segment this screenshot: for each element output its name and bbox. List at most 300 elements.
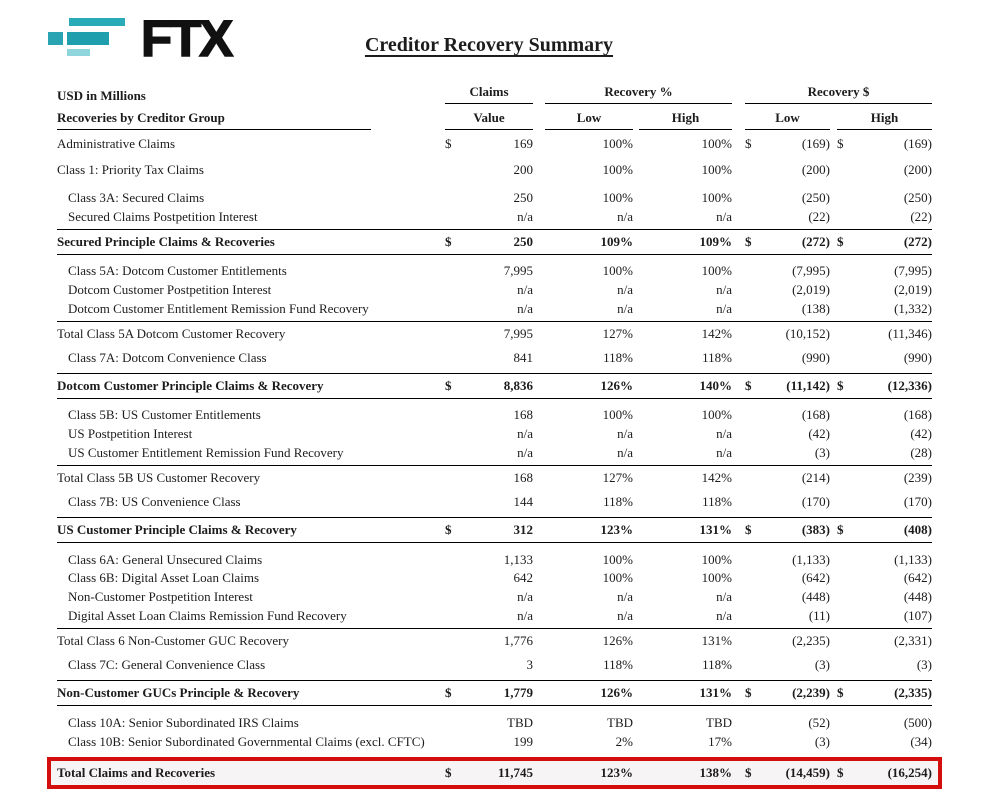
dollar-sign: $ <box>837 135 844 151</box>
claims-value: 841 <box>513 349 533 365</box>
cell-recovery-usd-high <box>837 407 932 423</box>
dollar-sign: $ <box>837 522 844 538</box>
cell-recovery-usd-low <box>745 765 830 781</box>
table-row <box>57 406 932 425</box>
usd-high-value: (2,331) <box>894 633 932 649</box>
usd-high-value: (11,346) <box>888 325 932 341</box>
row-label: Secured Principle Claims & Recoveries <box>57 233 275 249</box>
cell-recovery-pct-low: TBD <box>607 714 633 730</box>
claims-value: 1,779 <box>503 685 533 701</box>
cell-recovery-pct-low: 127% <box>602 470 633 486</box>
cell-recovery-usd-high <box>837 765 932 781</box>
cell-claims-value <box>445 552 533 568</box>
cell-claims-value <box>445 263 533 279</box>
cell-recovery-usd-low <box>745 190 830 206</box>
claims-value: 7,995 <box>503 325 533 341</box>
col-header-usd-high: High <box>837 110 932 130</box>
row-label: Dotcom Customer Entitlement Remission Fund Recovery <box>68 300 369 316</box>
cell-recovery-pct-high: 100% <box>701 190 732 206</box>
usd-high-value: (22) <box>910 209 932 225</box>
cell-recovery-pct-high: 138% <box>699 764 732 780</box>
cell-recovery-pct-low: n/a <box>617 589 633 605</box>
dollar-sign: $ <box>445 135 452 151</box>
cell-recovery-usd-low <box>745 552 830 568</box>
claims-value: 312 <box>513 522 533 538</box>
usd-low-value: (11) <box>808 607 830 623</box>
cell-recovery-usd-high <box>837 378 932 394</box>
dollar-sign: $ <box>745 377 752 393</box>
cell-recovery-pct-high: 118% <box>702 657 732 673</box>
dollar-sign: $ <box>445 522 452 538</box>
cell-recovery-pct-low: 126% <box>600 685 633 701</box>
usd-high-value: (250) <box>903 190 932 206</box>
claims-value: n/a <box>517 589 533 605</box>
cell-recovery-pct-low: 118% <box>603 657 633 673</box>
usd-low-value: (169) <box>801 135 830 151</box>
row-label: Class 5B: US Customer Entitlements <box>68 407 261 423</box>
cell-recovery-usd-low <box>745 407 830 423</box>
dollar-sign: $ <box>837 377 844 393</box>
usd-low-value: (52) <box>808 714 830 730</box>
table-row <box>57 588 932 607</box>
unit-label: USD in Millions <box>57 88 146 103</box>
row-label: Class 1: Priority Tax Claims <box>57 161 204 177</box>
cell-recovery-usd-high <box>837 570 932 586</box>
table-row <box>57 157 932 182</box>
claims-value: n/a <box>517 209 533 225</box>
table-row <box>57 443 932 462</box>
usd-high-value: (34) <box>910 733 932 749</box>
cell-recovery-usd-low <box>745 685 830 701</box>
cell-recovery-usd-low <box>745 209 830 225</box>
cell-recovery-pct-low: n/a <box>617 209 633 225</box>
ftx-logo-icon <box>48 13 126 57</box>
cell-recovery-usd-low <box>745 162 830 178</box>
cell-recovery-usd-high <box>837 552 932 568</box>
dollar-sign: $ <box>837 233 844 249</box>
claims-value: 200 <box>513 161 533 177</box>
cell-recovery-usd-high <box>837 209 932 225</box>
row-label: Non-Customer GUCs Principle & Recovery <box>57 685 300 701</box>
cell-recovery-pct-high: 131% <box>699 522 732 538</box>
logo-block-bottom <box>67 49 90 56</box>
usd-low-value: (990) <box>801 349 830 365</box>
cell-recovery-usd-low <box>745 234 830 250</box>
table-row <box>57 425 932 444</box>
dollar-sign: $ <box>445 377 452 393</box>
row-label: Non-Customer Postpetition Interest <box>68 589 253 605</box>
cell-recovery-usd-low <box>745 657 830 673</box>
usd-high-value: (170) <box>903 494 932 510</box>
cell-claims-value <box>445 765 533 781</box>
usd-low-value: (10,152) <box>785 325 830 341</box>
cell-recovery-pct-low: 100% <box>602 190 633 206</box>
table-row <box>57 189 932 208</box>
cell-recovery-usd-high <box>837 589 932 605</box>
cell-claims-value <box>445 378 533 394</box>
cell-claims-value <box>445 350 533 366</box>
usd-high-value: (7,995) <box>894 262 932 278</box>
cell-claims-value <box>445 162 533 178</box>
cell-recovery-pct-low: 123% <box>600 764 633 780</box>
row-label: US Customer Principle Claims & Recovery <box>57 522 297 538</box>
cell-recovery-pct-high: 118% <box>702 494 732 510</box>
cell-recovery-pct-high: n/a <box>716 300 732 316</box>
cell-recovery-usd-high <box>837 657 932 673</box>
table-row <box>57 652 932 678</box>
row-label: Total Class 5A Dotcom Customer Recovery <box>57 325 286 341</box>
claims-value: 144 <box>513 494 533 510</box>
cell-recovery-pct-low: 100% <box>602 161 633 177</box>
usd-high-value: (169) <box>903 135 932 151</box>
cell-recovery-pct-high: 100% <box>701 570 732 586</box>
table-row <box>57 550 932 569</box>
claims-value: 3 <box>526 657 533 673</box>
cell-claims-value <box>445 685 533 701</box>
cell-recovery-pct-low: n/a <box>617 300 633 316</box>
dollar-sign: $ <box>445 764 452 780</box>
cell-recovery-usd-high <box>837 350 932 366</box>
cell-claims-value <box>445 522 533 538</box>
cell-recovery-pct-low: 100% <box>602 262 633 278</box>
usd-high-value: (12,336) <box>887 377 932 393</box>
cell-recovery-usd-high <box>837 522 932 538</box>
cell-recovery-usd-high <box>837 445 932 461</box>
cell-recovery-pct-high: 100% <box>701 551 732 567</box>
cell-recovery-pct-high: TBD <box>706 714 732 730</box>
cell-recovery-usd-high <box>837 136 932 152</box>
cell-recovery-pct-low: 100% <box>602 407 633 423</box>
usd-high-value: (272) <box>903 233 932 249</box>
claims-value: 168 <box>513 407 533 423</box>
row-label: Administrative Claims <box>57 135 176 151</box>
table-row <box>57 280 932 299</box>
cell-recovery-pct-high: 142% <box>701 470 732 486</box>
dollar-sign: $ <box>445 685 452 701</box>
logo-block-middle <box>67 32 109 45</box>
usd-high-value: (3) <box>916 657 932 673</box>
cell-claims-value <box>445 715 533 731</box>
usd-high-value: (168) <box>903 407 932 423</box>
cell-claims-value <box>445 234 533 250</box>
page-title: Creditor Recovery Summary <box>364 34 614 56</box>
cell-claims-value <box>445 657 533 673</box>
usd-high-value: (1,332) <box>894 300 932 316</box>
table-row <box>57 607 932 626</box>
cell-claims-value <box>445 190 533 206</box>
row-label: Total Class 5B US Customer Recovery <box>57 470 261 486</box>
usd-high-value: (42) <box>910 426 932 442</box>
usd-low-value: (2,239) <box>792 685 830 701</box>
claims-value: n/a <box>517 300 533 316</box>
ftx-wordmark: FTX <box>141 10 232 67</box>
cell-recovery-pct-high: 131% <box>699 685 732 701</box>
usd-high-value: (2,335) <box>894 685 932 701</box>
cell-recovery-usd-high <box>837 234 932 250</box>
claims-value: n/a <box>517 426 533 442</box>
cell-recovery-usd-low <box>745 522 830 538</box>
cell-recovery-pct-high: 109% <box>699 233 732 249</box>
usd-low-value: (642) <box>801 570 830 586</box>
usd-low-value: (7,995) <box>792 262 830 278</box>
table-row <box>57 373 932 399</box>
dollar-sign: $ <box>745 522 752 538</box>
dollar-sign: $ <box>745 685 752 701</box>
usd-low-value: (272) <box>801 233 830 249</box>
table-row <box>57 517 932 543</box>
cell-recovery-pct-high: n/a <box>716 209 732 225</box>
cell-recovery-pct-low: 127% <box>602 325 633 341</box>
recovery-table <box>57 84 932 789</box>
col-header-claims: Claims <box>445 84 533 104</box>
usd-high-value: (2,019) <box>894 281 932 297</box>
col-header-usd-low: Low <box>745 110 830 130</box>
cell-recovery-pct-high: n/a <box>716 281 732 297</box>
cell-recovery-pct-high: 100% <box>701 262 732 278</box>
cell-recovery-usd-high <box>837 326 932 342</box>
cell-recovery-pct-low: 126% <box>602 633 633 649</box>
cell-recovery-usd-low <box>745 633 830 649</box>
row-label: Dotcom Customer Principle Claims & Recovery <box>57 377 324 393</box>
row-label: Digital Asset Loan Claims Remission Fund Recovery <box>68 607 347 623</box>
cell-recovery-pct-high: 118% <box>702 349 732 365</box>
usd-low-value: (2,019) <box>792 281 830 297</box>
cell-recovery-usd-high <box>837 470 932 486</box>
table-row <box>57 131 932 156</box>
claims-value: n/a <box>517 607 533 623</box>
cell-claims-value <box>445 209 533 225</box>
cell-recovery-pct-low: 126% <box>600 377 633 393</box>
usd-high-value: (16,254) <box>887 764 932 780</box>
usd-low-value: (200) <box>801 161 830 177</box>
row-label: Class 7C: General Convenience Class <box>68 657 266 673</box>
usd-low-value: (3) <box>814 733 830 749</box>
cell-recovery-pct-high: 131% <box>701 633 732 649</box>
usd-high-value: (408) <box>903 522 932 538</box>
cell-recovery-pct-high: 17% <box>708 733 732 749</box>
table-row <box>57 229 932 255</box>
table-row <box>57 262 932 281</box>
cell-recovery-usd-low <box>745 301 830 317</box>
claims-value: 8,836 <box>503 377 533 393</box>
row-label: Total Class 6 Non-Customer GUC Recovery <box>57 633 289 649</box>
cell-claims-value <box>445 470 533 486</box>
cell-recovery-usd-high <box>837 734 932 750</box>
logo-block-top <box>69 18 125 26</box>
ftx-logo <box>48 10 232 67</box>
cell-recovery-pct-low: 118% <box>603 494 633 510</box>
usd-high-value: (28) <box>910 444 932 460</box>
table-row <box>47 757 942 789</box>
cell-recovery-usd-low <box>745 326 830 342</box>
table-row <box>57 345 932 371</box>
logo-block-left <box>48 32 63 45</box>
cell-recovery-usd-high <box>837 301 932 317</box>
cell-recovery-usd-low <box>745 426 830 442</box>
cell-recovery-pct-low: n/a <box>617 607 633 623</box>
cell-recovery-usd-high <box>837 633 932 649</box>
table-row <box>57 713 932 732</box>
row-label: Class 7A: Dotcom Convenience Class <box>68 349 267 365</box>
cell-claims-value <box>445 589 533 605</box>
claims-value: 7,995 <box>503 262 533 278</box>
claims-value: 1,133 <box>503 551 533 567</box>
usd-low-value: (1,133) <box>792 551 830 567</box>
claims-value: 642 <box>513 570 533 586</box>
table-row <box>57 299 932 318</box>
usd-high-value: (990) <box>903 349 932 365</box>
cell-claims-value <box>445 494 533 510</box>
cell-recovery-pct-low: n/a <box>617 426 633 442</box>
row-label: Dotcom Customer Postpetition Interest <box>68 281 272 297</box>
dollar-sign: $ <box>445 233 452 249</box>
table-row <box>57 732 932 751</box>
claims-value: n/a <box>517 444 533 460</box>
cell-recovery-usd-high <box>837 426 932 442</box>
cell-recovery-pct-high: 140% <box>699 377 732 393</box>
table-header-groups <box>57 84 932 104</box>
claims-value: 169 <box>513 135 533 151</box>
cell-claims-value <box>445 426 533 442</box>
cell-recovery-pct-high: 142% <box>701 325 732 341</box>
table-row <box>57 628 932 652</box>
usd-high-value: (500) <box>903 714 932 730</box>
cell-recovery-usd-high <box>837 685 932 701</box>
table-row <box>57 569 932 588</box>
cell-recovery-pct-high: 100% <box>701 161 732 177</box>
cell-recovery-pct-low: 2% <box>615 733 633 749</box>
table-row <box>57 321 932 345</box>
cell-recovery-pct-low: 100% <box>602 135 633 151</box>
cell-claims-value <box>445 301 533 317</box>
cell-recovery-usd-high <box>837 608 932 624</box>
cell-recovery-usd-high <box>837 494 932 510</box>
cell-recovery-usd-low <box>745 263 830 279</box>
usd-high-value: (1,133) <box>894 551 932 567</box>
usd-low-value: (2,235) <box>792 633 830 649</box>
cell-recovery-usd-low <box>745 282 830 298</box>
cell-recovery-usd-low <box>745 570 830 586</box>
col-header-recovery-pct: Recovery % <box>545 84 732 104</box>
cell-recovery-usd-low <box>745 350 830 366</box>
usd-low-value: (448) <box>801 589 830 605</box>
dollar-sign: $ <box>745 764 752 780</box>
page-header <box>0 0 1002 72</box>
cell-recovery-usd-low <box>745 470 830 486</box>
table-row <box>57 465 932 489</box>
usd-low-value: (11,142) <box>786 377 830 393</box>
row-label: US Postpetition Interest <box>68 426 193 442</box>
cell-recovery-usd-low <box>745 445 830 461</box>
cell-recovery-pct-low: n/a <box>617 281 633 297</box>
cell-recovery-pct-high: 100% <box>701 135 732 151</box>
dollar-sign: $ <box>745 233 752 249</box>
col-header-value: Value <box>445 110 533 130</box>
cell-recovery-pct-low: 100% <box>602 551 633 567</box>
usd-high-value: (107) <box>903 607 932 623</box>
claims-value: n/a <box>517 281 533 297</box>
cell-recovery-usd-high <box>837 715 932 731</box>
group-header <box>57 110 445 130</box>
cell-recovery-usd-low <box>745 378 830 394</box>
usd-low-value: (42) <box>808 426 830 442</box>
usd-high-value: (448) <box>903 589 932 605</box>
row-label: Class 10B: Senior Subordinated Governmental Claims (excl. CFTC) <box>68 733 425 749</box>
cell-recovery-pct-low: 100% <box>602 570 633 586</box>
cell-recovery-usd-high <box>837 190 932 206</box>
col-header-recovery-usd: Recovery $ <box>745 84 932 104</box>
table-header-subcolumns <box>57 110 932 130</box>
group-header-label: Recoveries by Creditor Group <box>57 110 371 130</box>
dollar-sign: $ <box>837 764 844 780</box>
table-row <box>57 680 932 706</box>
cell-recovery-usd-high <box>837 282 932 298</box>
cell-recovery-pct-low: 109% <box>600 233 633 249</box>
claims-value: 250 <box>513 190 533 206</box>
usd-low-value: (14,459) <box>785 764 830 780</box>
cell-claims-value <box>445 326 533 342</box>
cell-claims-value <box>445 282 533 298</box>
claims-value: 11,745 <box>497 764 533 780</box>
table-row <box>57 489 932 515</box>
row-label: Secured Claims Postpetition Interest <box>68 209 258 225</box>
col-header-pct-high: High <box>639 110 732 130</box>
cell-recovery-pct-low: 123% <box>600 522 633 538</box>
claims-value: 1,776 <box>503 633 533 649</box>
usd-low-value: (170) <box>801 494 830 510</box>
cell-recovery-pct-high: n/a <box>716 589 732 605</box>
row-label: Class 10A: Senior Subordinated IRS Claims <box>68 714 299 730</box>
col-header-pct-low: Low <box>545 110 633 130</box>
cell-claims-value <box>445 136 533 152</box>
cell-recovery-usd-low <box>745 734 830 750</box>
cell-recovery-pct-high: n/a <box>716 444 732 460</box>
cell-claims-value <box>445 734 533 750</box>
cell-recovery-usd-high <box>837 162 932 178</box>
cell-recovery-usd-high <box>837 263 932 279</box>
claims-value: 168 <box>513 470 533 486</box>
usd-low-value: (3) <box>814 657 830 673</box>
row-label: Class 3A: Secured Claims <box>68 190 205 206</box>
usd-low-value: (22) <box>808 209 830 225</box>
row-label: Class 5A: Dotcom Customer Entitlements <box>68 262 287 278</box>
usd-high-value: (239) <box>903 470 932 486</box>
cell-recovery-usd-low <box>745 715 830 731</box>
cell-recovery-pct-high: 100% <box>701 407 732 423</box>
dollar-sign: $ <box>837 685 844 701</box>
row-label: Class 7B: US Convenience Class <box>68 494 241 510</box>
cell-claims-value <box>445 608 533 624</box>
claims-value: TBD <box>507 714 533 730</box>
usd-low-value: (138) <box>801 300 830 316</box>
cell-claims-value <box>445 445 533 461</box>
cell-recovery-usd-low <box>745 589 830 605</box>
usd-high-value: (200) <box>903 161 932 177</box>
cell-recovery-pct-high: n/a <box>716 426 732 442</box>
dollar-sign: $ <box>745 135 752 151</box>
usd-low-value: (383) <box>801 522 830 538</box>
cell-recovery-usd-low <box>745 608 830 624</box>
cell-claims-value <box>445 633 533 649</box>
usd-low-value: (214) <box>801 470 830 486</box>
usd-low-value: (250) <box>801 190 830 206</box>
claims-value: 250 <box>513 233 533 249</box>
row-label: US Customer Entitlement Remission Fund Recovery <box>68 444 344 460</box>
cell-recovery-pct-high: n/a <box>716 607 732 623</box>
cell-recovery-usd-low <box>745 494 830 510</box>
row-label: Class 6B: Digital Asset Loan Claims <box>68 570 260 586</box>
usd-high-value: (642) <box>903 570 932 586</box>
